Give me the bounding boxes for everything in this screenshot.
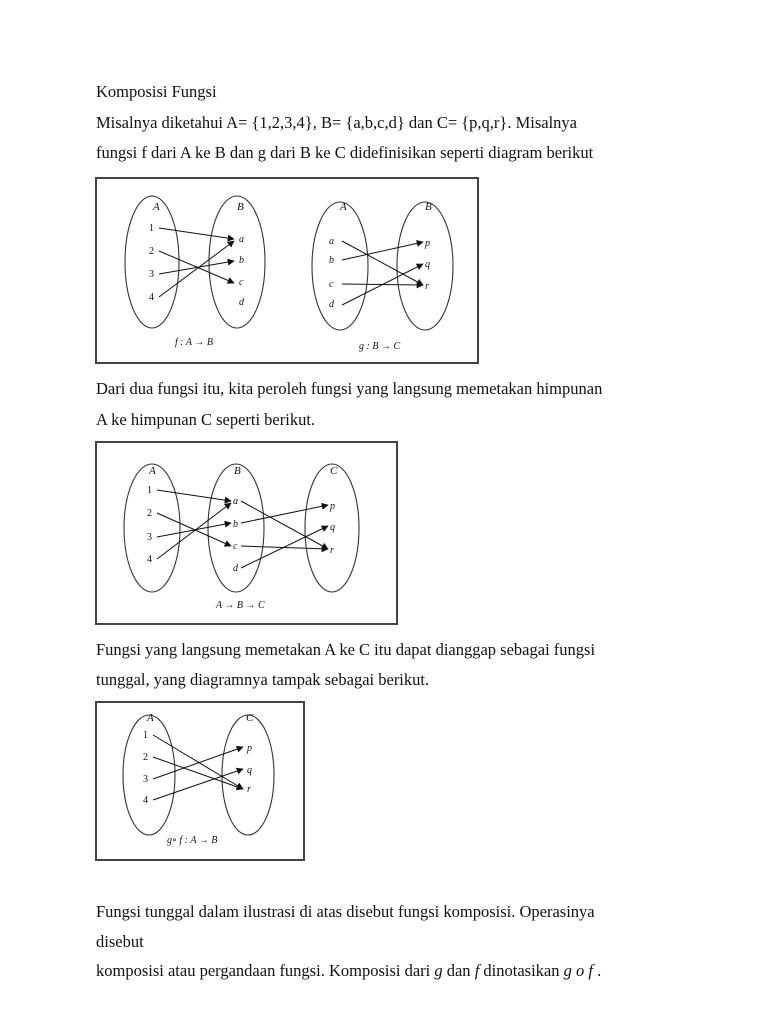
fig2-c-item: p [330,501,335,512]
fig2-c-item: q [330,522,335,533]
arrow-d-to-q [241,526,328,568]
fig1-left-label-a: A [153,201,160,213]
arrow-b-to-p [342,242,423,260]
symbol-f: f [474,961,480,980]
intro-line-1: Misalnya diketahui A= {1,2,3,4}, B= {a,b,c,d} dan C= {p,q,r}. Misalnya [96,113,578,132]
para3-line-1: Fungsi yang langsung memetakan A ke C itu dapat dianggap sebagai fungsi [96,640,596,659]
para4-line-2: disebut [96,932,144,951]
arrow-3-to-b [159,261,234,274]
fig3-set-a-ellipse [123,715,175,835]
fig3-caption: g∘ f : A → B [167,835,218,846]
fig2-a-item: 1 [147,485,152,496]
fig1-a-item: 4 [149,292,154,303]
fig1-g-b-item: r [425,281,429,292]
symbol-g: g [434,961,443,980]
arrow-1-to-a [159,228,234,239]
figure-g-of-f [95,701,305,861]
fig3-c-item: p [247,743,252,754]
para4-text-end: . [592,961,602,980]
fig1-g-a-item: b [329,255,334,266]
arrow-4-to-a [157,503,231,559]
fig1-a-item: 3 [149,269,154,280]
set-a-ellipse-f [125,196,179,328]
arrow-4-to-a [159,241,234,297]
set-b-ellipse-f [209,196,265,328]
fig3-label-c: C [246,712,254,724]
para4-line-1: Fungsi tunggal dalam ilustrasi di atas disebut fungsi komposisi. Operasinya [96,902,595,921]
fig2-a-item: 4 [147,554,152,565]
fig2-caption: A → B → C [216,600,265,611]
intro-line-2: fungsi f dari A ke B dan g dari B ke C didefinisikan seperti diagram berikut [96,143,594,162]
fig2-b-item: c [233,541,238,552]
figure-f-and-g [95,177,479,364]
fig1-caption-g: g : B → C [359,341,401,352]
fig2-a-item: 3 [147,532,152,543]
fig2-set-a-ellipse [124,464,180,592]
fig3-a-item: 3 [143,774,148,785]
set-a-ellipse-g [312,202,368,330]
fig2-label-c: C [330,465,338,477]
fig2-b-item: a [233,496,238,507]
para4-text: dinotasikan [479,961,564,980]
fig3-label-a: A [147,712,154,724]
fig1-caption-f: f : A → B [175,337,213,348]
fig1-right-label-b: B [425,201,432,213]
fig1-g-a-item: d [329,299,334,310]
fig2-label-a: A [149,465,156,477]
arrow-3-to-b [157,523,231,537]
symbol-g-o-f: g o f [563,961,593,980]
para4-text: komposisi atau pergandaan fungsi. Komposisi dari [96,961,435,980]
para2-line-1: Dari dua fungsi itu, kita peroleh fungsi yang langsung memetakan himpunan [96,379,603,398]
fig3-c-item: q [247,765,252,776]
arrow-1-to-a [157,490,231,501]
fig1-b-item: d [239,297,244,308]
fig3-a-item: 4 [143,795,148,806]
fig1-g-a-item: a [329,236,334,247]
figure-a-b-c [95,441,398,625]
fig3-c-item: r [247,784,251,795]
fig1-a-item: 1 [149,223,154,234]
arrow-a-to-r [342,241,423,285]
fig2-b-item: b [233,519,238,530]
para3-line-2: tunggal, yang diagramnya tampak sebagai berikut. [96,670,430,689]
doc-title: Komposisi Fungsi [96,82,217,101]
fig3-a-item: 2 [143,752,148,763]
fig3-a-item: 1 [143,730,148,741]
fig1-b-item: c [239,277,244,288]
fig2-a-item: 2 [147,508,152,519]
fig1-right-label-a: A [340,201,347,213]
fig1-g-b-item: q [425,259,430,270]
fig2-c-item: r [330,545,334,556]
fig1-b-item: a [239,234,244,245]
fig1-g-b-item: p [425,238,430,249]
fig1-b-item: b [239,255,244,266]
fig2-b-item: d [233,563,238,574]
para2-line-2: A ke himpunan C seperti berikut. [96,410,316,429]
fig1-left-label-b: B [237,201,244,213]
fig1-g-a-item: c [329,279,334,290]
para4-line-3 [96,961,601,981]
fig2-label-b: B [234,465,241,477]
arrow-3-to-p [153,747,243,779]
fig1-a-item: 2 [149,246,154,257]
para4-text: dan [442,961,475,980]
